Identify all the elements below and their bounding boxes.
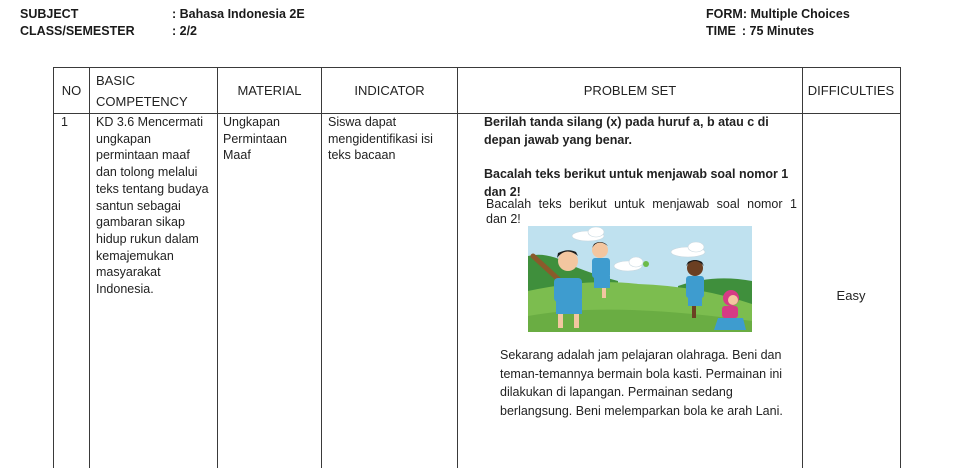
passage-line: teman-temannya bermain bola kasti. Permainan ini (500, 366, 783, 381)
column-divider (321, 68, 322, 468)
text-line: teks tentang budaya (96, 181, 209, 196)
header-basic-line1: BASIC (96, 72, 136, 88)
illustration-image (528, 226, 752, 332)
form-label: FORM (706, 7, 743, 21)
text-line: kemajemukan (96, 248, 174, 263)
column-divider (457, 68, 458, 468)
text-line: Indonesia. (96, 282, 154, 297)
reading-instruction-bold: dan 2! (484, 184, 521, 199)
text-line: Ungkapan (223, 115, 280, 129)
time-label: TIME (706, 24, 736, 38)
header-basic-competency (90, 68, 217, 113)
instruction-line: Berilah tanda silang (x) pada huruf a, b atau c di (484, 115, 769, 129)
text-line: dan tolong melalui (96, 165, 198, 180)
problem-set-table (53, 67, 901, 468)
time-info (706, 23, 814, 40)
class-semester-value: : 2/2 (172, 24, 198, 38)
cell-basic-competency (96, 114, 217, 298)
time-value: : 75 Minutes (741, 24, 815, 38)
text-line: Maaf (223, 148, 251, 163)
form-value: : Multiple Choices (742, 7, 850, 21)
text-line: teks bacaan (328, 148, 396, 163)
header-basic-line2: COMPETENCY (96, 93, 188, 109)
text-line: Bacalah teks berikut untuk menjawab soal nomor 1 (486, 197, 797, 211)
header-difficulties: DIFFICULTIES (807, 83, 895, 98)
text-line: Permintaan (223, 131, 287, 146)
text-line: masyarakat (96, 265, 161, 280)
cell-no: 1 (61, 115, 68, 129)
header-indicator: INDICATOR (354, 83, 425, 98)
illustration-children-playing-kasti (528, 226, 752, 332)
cell-indicator (328, 114, 457, 164)
reading-passage (500, 346, 800, 420)
text-line: mengidentifikasi isi (328, 131, 433, 146)
column-divider (802, 68, 803, 468)
header-problem-set: PROBLEM SET (583, 83, 677, 98)
reading-instruction-bold: Bacalah teks berikut untuk menjawab soal nomor 1 (484, 167, 789, 181)
reading-instruction-plain (486, 197, 797, 227)
text-line: KD 3.6 Mencermati (96, 115, 203, 129)
text-line: dan 2! (486, 212, 521, 226)
instruction-line: depan jawab yang benar. (484, 132, 632, 147)
passage-line: berlangsung. Beni melemparkan bola ke arah Lani. (500, 403, 783, 418)
text-line: permintaan maaf (96, 148, 190, 163)
text-line: ungkapan (96, 131, 151, 146)
cell-problem-set (484, 114, 796, 201)
passage-line: dilakukan di lapangan. Permainan sedang (500, 385, 733, 399)
text-line: santun sebagai (96, 198, 181, 213)
header-no: NO (61, 83, 82, 98)
text-line: hidup rukun dalam (96, 231, 199, 246)
form-info (706, 6, 850, 23)
passage-line: Sekarang adalah jam pelajaran olahraga. Beni dan (500, 348, 782, 362)
header-material: MATERIAL (237, 83, 302, 98)
text-line: Siswa dapat (328, 115, 397, 129)
subject-value: : Bahasa Indonesia 2E (172, 7, 305, 21)
class-semester-label: CLASS/SEMESTER (20, 24, 135, 38)
column-divider (89, 68, 90, 468)
text-line: gambaran sikap (96, 215, 185, 230)
difficulty-value: Easy (836, 288, 866, 303)
subject-label: SUBJECT (20, 7, 79, 21)
column-divider (217, 68, 218, 468)
cell-material (223, 114, 321, 164)
